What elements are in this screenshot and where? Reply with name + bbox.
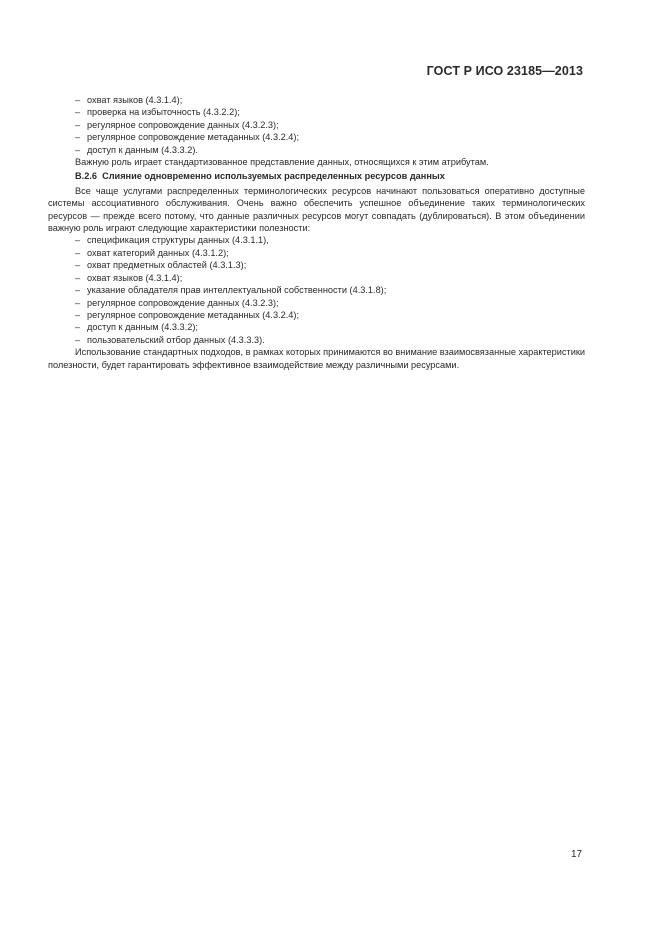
section-heading bbox=[48, 170, 585, 182]
list-item: – регулярное сопровождение метаданных (4.3.2.4); bbox=[75, 132, 299, 143]
document-header: ГОСТ Р ИСО 23185—2013 bbox=[426, 64, 583, 78]
dash-marker: – bbox=[75, 95, 81, 105]
dash-marker: – bbox=[75, 309, 81, 320]
list-item: – регулярное сопровождение метаданных (4.3.2.4); bbox=[75, 309, 299, 320]
list-item: – охват предметных областей (4.3.1.3); bbox=[75, 260, 247, 271]
document-body bbox=[48, 94, 585, 371]
list-item: – спецификация структуры данных (4.3.1.1), bbox=[75, 235, 269, 246]
section-title: Слияние одновременно используемых распределенных ресурсов данных bbox=[102, 171, 445, 182]
list-item: – охват категорий данных (4.3.1.2); bbox=[75, 247, 229, 258]
dash-marker: – bbox=[75, 334, 81, 345]
section-number: B.2.6 bbox=[75, 171, 97, 182]
dash-marker: – bbox=[75, 272, 81, 283]
dash-marker: – bbox=[75, 260, 81, 271]
dash-marker: – bbox=[75, 235, 81, 246]
list-item: – охват языков (4.3.1.4); bbox=[75, 272, 183, 283]
dash-marker: – bbox=[75, 247, 81, 258]
list-item: – регулярное сопровождение данных (4.3.2.3); bbox=[75, 119, 279, 130]
dash-marker: – bbox=[75, 119, 81, 130]
list-item: – пользовательский отбор данных (4.3.3.3). bbox=[75, 334, 265, 345]
paragraph: Важную роль играет стандартизованное представление данных, относящихся к этим атрибутам. bbox=[75, 157, 489, 168]
list-item: – проверка на избыточность (4.3.2.2); bbox=[75, 107, 240, 118]
dash-marker: – bbox=[75, 297, 81, 308]
dash-marker: – bbox=[75, 285, 81, 296]
list-item: – указание обладателя прав интеллектуальной собственности (4.3.1.8); bbox=[75, 285, 387, 296]
list-item: – регулярное сопровождение данных (4.3.2.3); bbox=[75, 297, 279, 308]
list-item: – доступ к данным (4.3.3.2). bbox=[75, 144, 198, 155]
paragraph: Все чаще услугами распределенных терминологических ресурсов начинают пользоваться оперативно доступные системы ассоциативного обслуживания. Очень важно обеспечить успешное объединение таких терминологических ресурсов — прежде всего потому, что данные различных ресурсов могут совпадать (дублироваться). В этом объединении важную роль играют следующие характеристики полезности: bbox=[48, 185, 585, 234]
dash-marker: – bbox=[75, 144, 81, 155]
page-number: 17 bbox=[571, 849, 583, 860]
dash-marker: – bbox=[75, 107, 81, 118]
list-item: – доступ к данным (4.3.3.2); bbox=[75, 322, 198, 333]
paragraph: Использование стандартных подходов, в рамках которых принимаются во внимание взаимосвязанные характеристики полезности, будет гарантировать эффективное взаимодействие между различными ресурсами. bbox=[48, 347, 585, 370]
list-item: – охват языков (4.3.1.4); bbox=[75, 95, 183, 105]
dash-marker: – bbox=[75, 132, 81, 143]
dash-marker: – bbox=[75, 322, 81, 333]
